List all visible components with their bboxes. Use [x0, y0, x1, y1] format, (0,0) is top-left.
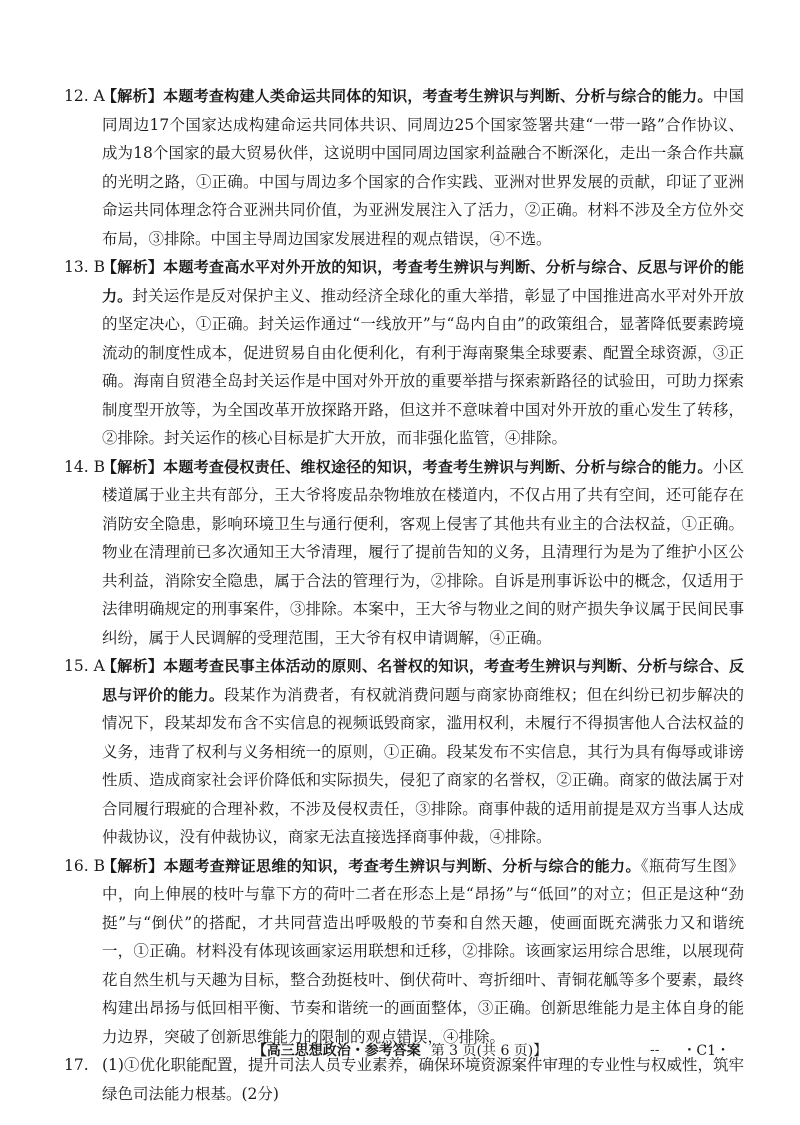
item-heading: 【解析】本题考查辩证思维的知识，考查考生辨识与判断、分析与综合的能力。 [102, 856, 641, 875]
item-body: 《瓶荷写生图》中，向上伸展的枝叶与靠下方的荷叶二者在形态上是“昂扬”与“低回”的对立；但正是这种“劲挺”与“倒伏”的搭配，才共同营造出呼吸般的节奏和自然天趣，使画面既充满张力又和谐统一，①正确。材料没有体现该画家运用联想和迁移，②排除。该画家运用综合思维，以展现荷花自然生机与天趣为目标，整合劲挺枝叶、倒伏荷叶、弯折细叶、青铜花觚等多个要素，最终构建出昂扬与低回相平衡、节奏和谐统一的画面整体，③正确。创新思维能力是主体自身的能力边界，突破了创新思维能力的限制的观点错误，④排除。 [102, 856, 744, 1046]
item-heading: 【解析】本题考查高水平对外开放的知识，考查考生辨识与判断、分析与综合、反思与评价的能力。 [102, 258, 744, 305]
item-number: 16. B [64, 856, 105, 875]
item-heading: 【解析】本题考查侵权责任、维权途径的知识，考查考生辨识与判断、分析与综合的能力。 [102, 457, 713, 476]
footer-dash: -- [650, 1042, 660, 1058]
item-number: 12. A [64, 87, 105, 105]
item-number: 15. A [64, 657, 105, 675]
item-body: 中国同周边17个国家达成构建命运共同体共识、同周边25个国家签署共建“一带一路”合作协议、成为18个国家的最大贸易伙伴，这说明中国同周边国家利益融合不断深化，走出一条合作共赢的光明之路，①正确。中国与周边多个国家的合作实践、亚洲对世界发展的贡献，印证了亚洲命运共同体理念符合亚洲共同价值，为亚洲发展注入了活力，②正确。材料不涉及全方位外交布局，③排除。中国主导周边国家发展进程的观点错误，④不选。 [102, 87, 744, 248]
item-heading: 【解析】本题考查构建人类命运共同体的知识，考查考生辨识与判断、分析与综合的能力。 [102, 87, 713, 105]
page-footer [0, 1040, 800, 1060]
answer-item-12 [64, 82, 744, 253]
answer-item-15 [64, 652, 744, 852]
answer-item-13 [64, 253, 744, 453]
answer-item-16 [64, 852, 744, 1052]
item-body: 段某作为消费者，有权就消费问题与商家协商维权；但在纠纷已初步解决的情况下，段某却发布含不实信息的视频诋毁商家，滥用权利，未履行不得损害他人合法权益的义务，违背了权利与义务相统一的原则，①正确。段某发布不实信息，其行为具有侮辱或诽谤性质、造成商家社会评价降低和实际损失，侵犯了商家的名誉权，②正确。商家的做法属于对合同履行瑕疵的合理补救，不涉及侵权责任，③排除。商事仲裁的适用前提是双方当事人达成仲裁协议，没有仲裁协议，商家无法直接选择商事仲裁，④排除。 [102, 685, 744, 846]
footer-title: 【高三思想政治・参考答案 [252, 1043, 421, 1059]
item-body: 小区楼道属于业主共有部分，王大爷将废品杂物堆放在楼道内，不仅占用了共有空间，还可能存在消防安全隐患，影响环境卫生与通行便利，客观上侵害了其他共有业主的合法权益，①正确。物业在清理前已多次通知王大爷清理，履行了提前告知的义务，且清理行为是为了维护小区公共利益，消除安全隐患，属于合法的管理行为，②排除。自诉是刑事诉讼中的概念，仅适用于法律明确规定的刑事案件，③排除。本案中，王大爷与物业之间的财产损失争议属于民间民事纠纷，属于人民调解的受理范围，王大爷有权申请调解，④正确。 [102, 457, 744, 647]
item-number: 17. [64, 1056, 89, 1074]
item-body: (1)①优化职能配置，提升司法人员专业素养，确保环境资源案件审理的专业性与权威性，筑牢绿色司法能力根基。(2分) [102, 1056, 744, 1103]
footer-code: ・C1・ [682, 1043, 730, 1059]
footer-page-number: 第 3 页(共 6 页)】 [430, 1043, 548, 1059]
item-heading: 【解析】本题考查民事主体活动的原则、名誉权的知识，考查考生辨识与判断、分析与综合、反思与评价的能力。 [102, 657, 744, 704]
answer-list [64, 82, 744, 1108]
item-body: 封关运作是反对保护主义、推动经济全球化的重大举措，彰显了中国推进高水平对外开放的坚定决心，①正确。封关运作通过“一线放开”与“岛内自由”的政策组合，显著降低要素跨境流动的制度性成本，促进贸易自由化便利化，有利于海南聚集全球要素、配置全球资源，③正确。海南自贸港全岛封关运作是中国对外开放的重要举措与探索新路径的试验田，可助力探索制度型开放等，为全国改革开放探路开路，但这并不意味着中国对外开放的重心发生了转移，②排除。封关运作的核心目标是扩大开放，而非强化监管，④排除。 [102, 286, 744, 447]
item-number: 13. B [64, 258, 105, 276]
answer-item-14 [64, 453, 744, 653]
item-number: 14. B [64, 457, 105, 476]
